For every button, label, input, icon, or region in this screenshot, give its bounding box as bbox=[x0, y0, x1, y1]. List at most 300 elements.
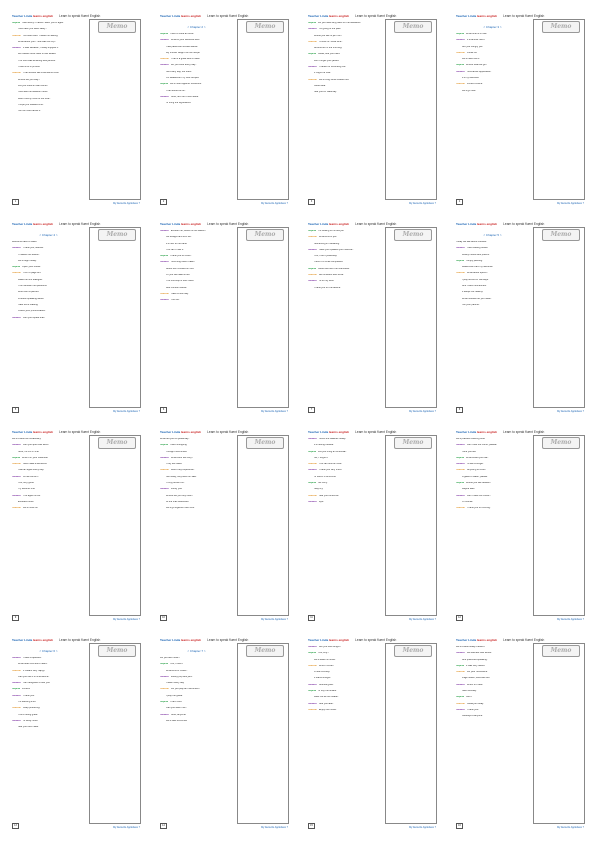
speaker-label: Student bbox=[12, 494, 21, 497]
memo-box bbox=[533, 435, 585, 616]
line-text: My mother taught me the recipe. bbox=[166, 51, 201, 54]
speaker-label: Student bbox=[456, 494, 465, 497]
speaker-label: Teacher bbox=[308, 274, 317, 277]
memo-box bbox=[237, 435, 289, 616]
line-text: I'll do my best. bbox=[318, 280, 335, 283]
memo-box bbox=[533, 19, 585, 200]
speaker-label: Teacher bbox=[160, 469, 169, 472]
line-text: What does this word mean? bbox=[18, 663, 48, 666]
line-text: Can you use it in a sentence? bbox=[18, 675, 50, 678]
line-text: What hobbies do you have? bbox=[462, 297, 492, 300]
chapter-heading: < Chapter 4 > bbox=[39, 233, 58, 237]
memo-label: Memo bbox=[542, 21, 580, 33]
line-text: Have you updated your resume? bbox=[318, 248, 354, 251]
memo-box bbox=[533, 643, 585, 824]
line-text: Anything to drink? bbox=[467, 469, 487, 472]
line-text: Mostly pop and jazz. bbox=[170, 675, 193, 678]
line-text: Let's watch a movie. bbox=[314, 658, 336, 661]
line-text: How's the weather today? bbox=[318, 438, 347, 440]
dialogue-line bbox=[166, 71, 233, 74]
memo-label: Memo bbox=[394, 21, 432, 33]
header-course: Teacher Linda bbox=[456, 638, 477, 642]
line-text: I play the guitar. bbox=[166, 694, 183, 697]
page-footer: My favourite Applebees ? bbox=[261, 826, 288, 829]
dialogue-line bbox=[18, 254, 85, 257]
dialogue-line bbox=[308, 709, 381, 712]
speaker-label: Teacher bbox=[12, 72, 21, 75]
line-text: Let's review today's lesson. bbox=[456, 646, 485, 648]
page-number: 5 bbox=[12, 407, 19, 413]
line-text: Let's start tomorrow. bbox=[166, 719, 188, 722]
dialogue-line bbox=[160, 96, 233, 99]
dialogue-line bbox=[12, 670, 85, 673]
dialogue-line bbox=[18, 726, 85, 729]
line-text: The apple is red. bbox=[22, 494, 41, 497]
header-series: Learn to speak fluent English bbox=[207, 14, 249, 18]
line-text: Hello Emily! I haven't seen you in ages. bbox=[21, 22, 64, 24]
memo-box bbox=[89, 435, 141, 616]
line-text: I listen every day. bbox=[166, 682, 185, 685]
memo-label: Memo bbox=[98, 437, 136, 449]
speaker-label: Student bbox=[308, 280, 317, 283]
dialogue-line bbox=[18, 298, 85, 301]
line-text: How have you been lately? bbox=[18, 28, 47, 31]
speaker-label: Teacher bbox=[12, 707, 21, 710]
dialogue-line bbox=[160, 676, 233, 679]
page-number: 11 bbox=[308, 615, 315, 621]
line-text: I play tennis on Sundays. bbox=[462, 278, 489, 281]
page-footer: My favourite Applebees ? bbox=[409, 826, 436, 829]
line-text: I'm learning a lot. bbox=[18, 701, 37, 704]
page-footer: My favourite Applebees ? bbox=[409, 202, 436, 205]
line-text: Would you like to join me? bbox=[314, 34, 342, 37]
speaker-label: Sophia bbox=[12, 688, 20, 691]
dialogue-line bbox=[166, 707, 233, 710]
speaker-label: Sophia bbox=[456, 482, 464, 485]
dialogue-line bbox=[456, 703, 529, 706]
line-text: Let's begin today. bbox=[18, 259, 37, 262]
speaker-label: Sophia bbox=[160, 444, 168, 447]
dialogue-line bbox=[308, 274, 381, 277]
line-text: Thank you so much. bbox=[169, 255, 192, 258]
line-text: It might be cold. bbox=[314, 72, 331, 75]
header-level: learns english bbox=[328, 638, 350, 642]
dialogue-line bbox=[314, 255, 381, 258]
memo-box bbox=[89, 227, 141, 408]
line-text: I'll return it tomorrow. bbox=[314, 475, 337, 478]
memo-label: Memo bbox=[542, 437, 580, 449]
dialogue-line bbox=[166, 46, 233, 49]
dialogue-line bbox=[462, 266, 529, 269]
dialogue-line bbox=[308, 690, 381, 693]
line-text: Good idea. bbox=[314, 84, 326, 87]
line-text: Sure, anytime. bbox=[170, 713, 187, 716]
line-text: Thank you for the advice. bbox=[314, 286, 341, 289]
dialogue-line bbox=[314, 677, 381, 680]
speaker-label: Teacher bbox=[12, 507, 21, 510]
dialogue-line bbox=[314, 261, 381, 264]
speaker-label: Sophia bbox=[456, 664, 464, 667]
line-text: Where did you stay? bbox=[18, 78, 40, 81]
speaker-label: Student bbox=[12, 316, 21, 319]
speaker-label: Student bbox=[308, 469, 317, 472]
line-text: Take turns reading. bbox=[18, 303, 39, 306]
dialogue-line bbox=[462, 291, 529, 294]
line-text: See you tomorrow. bbox=[319, 494, 339, 497]
dialogue-line bbox=[12, 272, 85, 275]
dialogue-line bbox=[160, 488, 233, 491]
page-footer: My favourite Applebees ? bbox=[409, 410, 436, 413]
dialogue-line bbox=[462, 715, 529, 718]
header-course: Teacher Linda bbox=[456, 14, 477, 18]
line-text: Do you play an instrument? bbox=[171, 688, 201, 691]
line-text: Where shall we go? bbox=[465, 64, 487, 67]
page-grid bbox=[8, 10, 588, 838]
line-text: It's next to the bank. bbox=[166, 242, 188, 245]
dialogue-line bbox=[308, 280, 381, 283]
dialogue-line bbox=[160, 39, 233, 42]
speaker-label: Teacher bbox=[308, 463, 317, 466]
line-text: Open your books. bbox=[21, 266, 41, 269]
dialogue-line bbox=[308, 684, 381, 687]
document-page bbox=[156, 426, 296, 625]
dialogue-line bbox=[12, 657, 85, 660]
line-text: Thank you, teacher. bbox=[22, 247, 44, 250]
dialogue-line bbox=[308, 41, 381, 44]
line-text: What time is it now? bbox=[465, 33, 488, 35]
dialogue-line bbox=[308, 495, 381, 498]
dialogue-line bbox=[12, 682, 85, 685]
speaker-label: Student bbox=[12, 719, 21, 722]
dialogue-line bbox=[462, 90, 529, 93]
dialogue-line bbox=[462, 298, 529, 301]
line-text: Yes, why? bbox=[317, 652, 329, 655]
dialogue-line bbox=[166, 268, 233, 271]
line-text: I sent it to three companies. bbox=[314, 261, 344, 264]
line-text: I have a question. bbox=[22, 657, 42, 659]
dialogue-line bbox=[166, 482, 233, 485]
speaker-label: Sophia bbox=[456, 64, 464, 67]
line-text: Let's cook together sometime. bbox=[169, 83, 202, 86]
header-level: learns english bbox=[180, 222, 202, 226]
line-text: What did you do yesterday? bbox=[160, 438, 190, 440]
header-level: learns english bbox=[476, 14, 498, 18]
dialogue-line bbox=[314, 72, 381, 75]
speaker-label: Teacher bbox=[12, 34, 21, 37]
page-footer: My favourite Applebees ? bbox=[557, 618, 584, 621]
page-footer: My favourite Applebees ? bbox=[409, 618, 436, 621]
dialogue-line bbox=[462, 279, 529, 282]
dialogue-line bbox=[18, 91, 85, 94]
line-text: I've been well. Thanks for asking. bbox=[23, 34, 59, 37]
line-text: Keep practicing. bbox=[23, 707, 41, 710]
speaker-label: Teacher bbox=[308, 236, 317, 239]
memo-box bbox=[89, 19, 141, 200]
line-text: Something in marketing. bbox=[314, 242, 340, 245]
document-page bbox=[8, 634, 148, 833]
speaker-label: Sophia bbox=[456, 259, 464, 262]
header-level: learns english bbox=[180, 14, 202, 18]
chapter-heading: < Chapter 7 > bbox=[187, 649, 206, 653]
speaker-label: Student bbox=[308, 438, 317, 440]
dialogue-line bbox=[18, 663, 85, 666]
line-text: Enjoy the movie. bbox=[319, 708, 337, 711]
header-series: Learn to speak fluent English bbox=[59, 638, 101, 642]
line-text: I missed this lesson. bbox=[18, 253, 40, 256]
page-number: 8 bbox=[456, 407, 463, 413]
page-footer: My favourite Applebees ? bbox=[557, 410, 584, 413]
page-number: 15 bbox=[308, 823, 315, 829]
line-text: Are you free tonight? bbox=[318, 646, 342, 648]
dialogue-line bbox=[12, 495, 85, 498]
line-text: Thirty percent off. bbox=[166, 482, 185, 485]
dialogue-line bbox=[12, 444, 85, 447]
page-footer: My favourite Applebees ? bbox=[261, 618, 288, 621]
speaker-label: Teacher bbox=[308, 664, 317, 667]
document-page bbox=[452, 218, 592, 417]
line-text: Around ten in the morning. bbox=[314, 47, 343, 50]
line-text: Here you are. bbox=[462, 450, 477, 453]
dialogue-line bbox=[308, 230, 381, 233]
header-course: Teacher Linda bbox=[308, 638, 329, 642]
page-number: 7 bbox=[308, 407, 315, 413]
header-level: learns english bbox=[32, 430, 54, 434]
line-text: Do you cook every day? bbox=[170, 64, 197, 67]
dialogue-line bbox=[166, 249, 233, 252]
dialogue-line bbox=[166, 720, 233, 723]
document-page bbox=[156, 218, 296, 417]
line-text: I bought new shoes. bbox=[166, 450, 188, 453]
line-text: Great job today. bbox=[467, 702, 484, 705]
memo-label: Memo bbox=[98, 21, 136, 33]
dialogue-line bbox=[166, 507, 233, 510]
dialogue-lines bbox=[160, 230, 233, 405]
line-text: Of course. bbox=[462, 500, 474, 503]
speaker-label: Student bbox=[12, 694, 21, 697]
dialogue-line bbox=[160, 444, 233, 447]
page-footer: My favourite Applebees ? bbox=[557, 202, 584, 205]
dialogue-line bbox=[456, 52, 529, 55]
line-text: I'll bring the ingredients. bbox=[166, 102, 192, 105]
dialogue-line bbox=[160, 457, 233, 460]
dialogue-line bbox=[308, 79, 381, 82]
speaker-label: Sophia bbox=[456, 33, 464, 35]
line-text: I'd love to. What time? bbox=[319, 40, 343, 43]
line-text: Page fifteen, exercise two. bbox=[462, 677, 491, 680]
page-number: 4 bbox=[456, 199, 463, 205]
dialogue-line bbox=[462, 677, 529, 680]
dialogue-line bbox=[456, 457, 529, 460]
dialogue-lines bbox=[456, 438, 529, 613]
line-text: We visited three cities in two weeks. bbox=[18, 53, 57, 56]
speaker-label: Student bbox=[160, 299, 169, 302]
memo-label: Memo bbox=[246, 21, 284, 33]
dialogue-line bbox=[166, 274, 233, 277]
line-text: Next Monday. bbox=[462, 690, 477, 693]
dialogue-line bbox=[166, 243, 233, 246]
dialogue-line bbox=[462, 46, 529, 49]
dialogue-line bbox=[456, 241, 529, 244]
dialogue-lines bbox=[308, 438, 381, 613]
line-text: What is your favourite dish? bbox=[170, 39, 201, 42]
document-page bbox=[304, 634, 444, 833]
speaker-label: Teacher bbox=[308, 40, 317, 43]
dialogue-line bbox=[462, 476, 529, 479]
page-number: 13 bbox=[12, 823, 19, 829]
line-text: What about you? How was the trip? bbox=[18, 40, 56, 43]
memo-box bbox=[533, 227, 585, 408]
dialogue-line bbox=[456, 696, 529, 699]
line-text: What color are they? bbox=[170, 456, 193, 459]
line-text: It keeps me healthy. bbox=[462, 291, 484, 294]
dialogue-line bbox=[314, 444, 381, 447]
speaker-label: Student bbox=[308, 28, 317, 31]
speaker-label: Sophia bbox=[12, 266, 20, 269]
speaker-label: Student bbox=[12, 47, 21, 50]
speaker-label: Teacher bbox=[456, 51, 465, 54]
dialogue-line bbox=[18, 304, 85, 307]
line-text: Perfect choice. bbox=[467, 83, 483, 86]
page-footer: My favourite Applebees ? bbox=[261, 410, 288, 413]
header-level: learns english bbox=[32, 638, 54, 642]
dialogue-line bbox=[314, 659, 381, 662]
dialogue-line bbox=[18, 98, 85, 101]
dialogue-line bbox=[12, 438, 85, 441]
speaker-label: Student bbox=[12, 247, 21, 250]
dialogue-line bbox=[456, 272, 529, 275]
dialogue-line bbox=[160, 714, 233, 717]
line-text: Mostly novels and poems. bbox=[462, 253, 490, 256]
dialogue-line bbox=[166, 287, 233, 290]
line-text: Then answer the questions. bbox=[18, 285, 48, 288]
line-text: I'm looking for a new job. bbox=[317, 230, 345, 232]
line-text: How long does it take? bbox=[170, 261, 196, 264]
document-page bbox=[8, 218, 148, 417]
speaker-label: Student bbox=[160, 95, 169, 98]
line-text: Thank you! bbox=[466, 708, 479, 711]
speaker-label: Sophia bbox=[160, 701, 168, 704]
dialogue-line bbox=[18, 66, 85, 69]
line-text: And practiced speaking. bbox=[462, 658, 488, 661]
line-text: Is that correct? bbox=[22, 475, 39, 478]
memo-label: Memo bbox=[394, 229, 432, 241]
speaker-label: Teacher bbox=[308, 78, 317, 81]
speaker-label: Student bbox=[456, 247, 465, 250]
dialogue-line bbox=[456, 709, 529, 712]
dialogue-line bbox=[456, 646, 529, 649]
dialogue-line bbox=[456, 260, 529, 263]
header-course: Teacher Linda bbox=[12, 638, 33, 642]
line-text: I'll study more. bbox=[22, 719, 39, 722]
line-text: I am delighted to see you. bbox=[22, 682, 51, 685]
line-text: Tell me more about it. bbox=[18, 110, 41, 113]
page-number: 12 bbox=[456, 615, 463, 621]
header-course: Teacher Linda bbox=[308, 14, 329, 18]
speaker-label: Sophia bbox=[160, 33, 168, 35]
dialogue-line bbox=[314, 488, 381, 491]
document-page bbox=[304, 10, 444, 209]
document-page bbox=[452, 10, 592, 209]
page-footer: My favourite Applebees ? bbox=[113, 618, 140, 621]
line-text: Go straight and turn left. bbox=[166, 236, 192, 239]
dialogue-line bbox=[12, 507, 85, 510]
speaker-label: Student bbox=[12, 682, 21, 685]
memo-label: Memo bbox=[246, 437, 284, 449]
dialogue-line bbox=[160, 230, 233, 233]
line-text: What kind of job? bbox=[319, 236, 338, 239]
dialogue-line bbox=[308, 482, 381, 485]
dialogue-line bbox=[462, 659, 529, 662]
dialogue-line bbox=[166, 476, 233, 479]
dialogue-lines bbox=[308, 22, 381, 197]
header-series: Learn to speak fluent English bbox=[207, 638, 249, 642]
line-text: I hope you relaxed a lot. bbox=[18, 103, 44, 106]
line-text: Do your homework. bbox=[467, 671, 488, 674]
dialogue-line bbox=[12, 720, 85, 723]
dialogue-line bbox=[308, 652, 381, 655]
line-text: I enjoy painting. bbox=[465, 259, 483, 262]
speaker-label: Sophia bbox=[308, 690, 316, 693]
dialogue-line bbox=[166, 102, 233, 105]
line-text: I like reading books. bbox=[466, 247, 489, 250]
page-number: 10 bbox=[160, 615, 167, 621]
line-text: Turn to page ten. bbox=[23, 272, 42, 275]
line-text: Maybe later. bbox=[462, 488, 476, 491]
dialogue-line bbox=[18, 104, 85, 107]
header-series: Learn to speak fluent English bbox=[355, 638, 397, 642]
line-text: Practice speaking aloud. bbox=[18, 297, 45, 300]
dialogue-line bbox=[160, 688, 233, 691]
line-text: I eat an apple every day. bbox=[18, 469, 45, 472]
line-text: Not really, they were on sale. bbox=[166, 475, 197, 478]
dialogue-line bbox=[314, 696, 381, 699]
dialogue-line bbox=[462, 304, 529, 307]
speaker-label: Teacher bbox=[12, 669, 21, 672]
line-text: Read the first dialogue. bbox=[18, 278, 43, 281]
line-text: Bye! bbox=[318, 500, 324, 503]
dialogue-line bbox=[166, 501, 233, 504]
dialogue-line bbox=[462, 77, 529, 80]
dialogue-line bbox=[456, 463, 529, 466]
line-text: Bus number twelve. bbox=[166, 286, 187, 289]
dialogue-line bbox=[18, 501, 85, 504]
dialogue-line bbox=[160, 469, 233, 472]
dialogue-line bbox=[12, 688, 85, 691]
header-series: Learn to speak fluent English bbox=[59, 14, 101, 18]
line-text: About five minutes on foot. bbox=[166, 267, 195, 270]
line-text: Can you repeat that? bbox=[22, 316, 46, 319]
line-text: Sure, it's A-P-P-L-E. bbox=[18, 450, 40, 453]
dialogue-line bbox=[462, 451, 529, 454]
header-series: Learn to speak fluent English bbox=[207, 222, 249, 226]
line-text: Let's review the vocabulary. bbox=[12, 438, 42, 440]
dialogue-line bbox=[18, 676, 85, 679]
speaker-label: Student bbox=[12, 657, 21, 659]
dialogue-line bbox=[18, 279, 85, 282]
line-text: Was it sunny most of the time? bbox=[18, 97, 51, 100]
dialogue-line bbox=[18, 291, 85, 294]
dialogue-line bbox=[308, 28, 381, 31]
dialogue-line bbox=[308, 53, 381, 56]
speaker-label: Student bbox=[456, 39, 465, 42]
dialogue-line bbox=[456, 469, 529, 472]
dialogue-line bbox=[160, 663, 233, 666]
dialogue-line bbox=[456, 247, 529, 250]
dialogue-line bbox=[160, 293, 233, 296]
dialogue-line bbox=[18, 488, 85, 491]
dialogue-line bbox=[12, 457, 85, 460]
header-level: learns english bbox=[328, 14, 350, 18]
